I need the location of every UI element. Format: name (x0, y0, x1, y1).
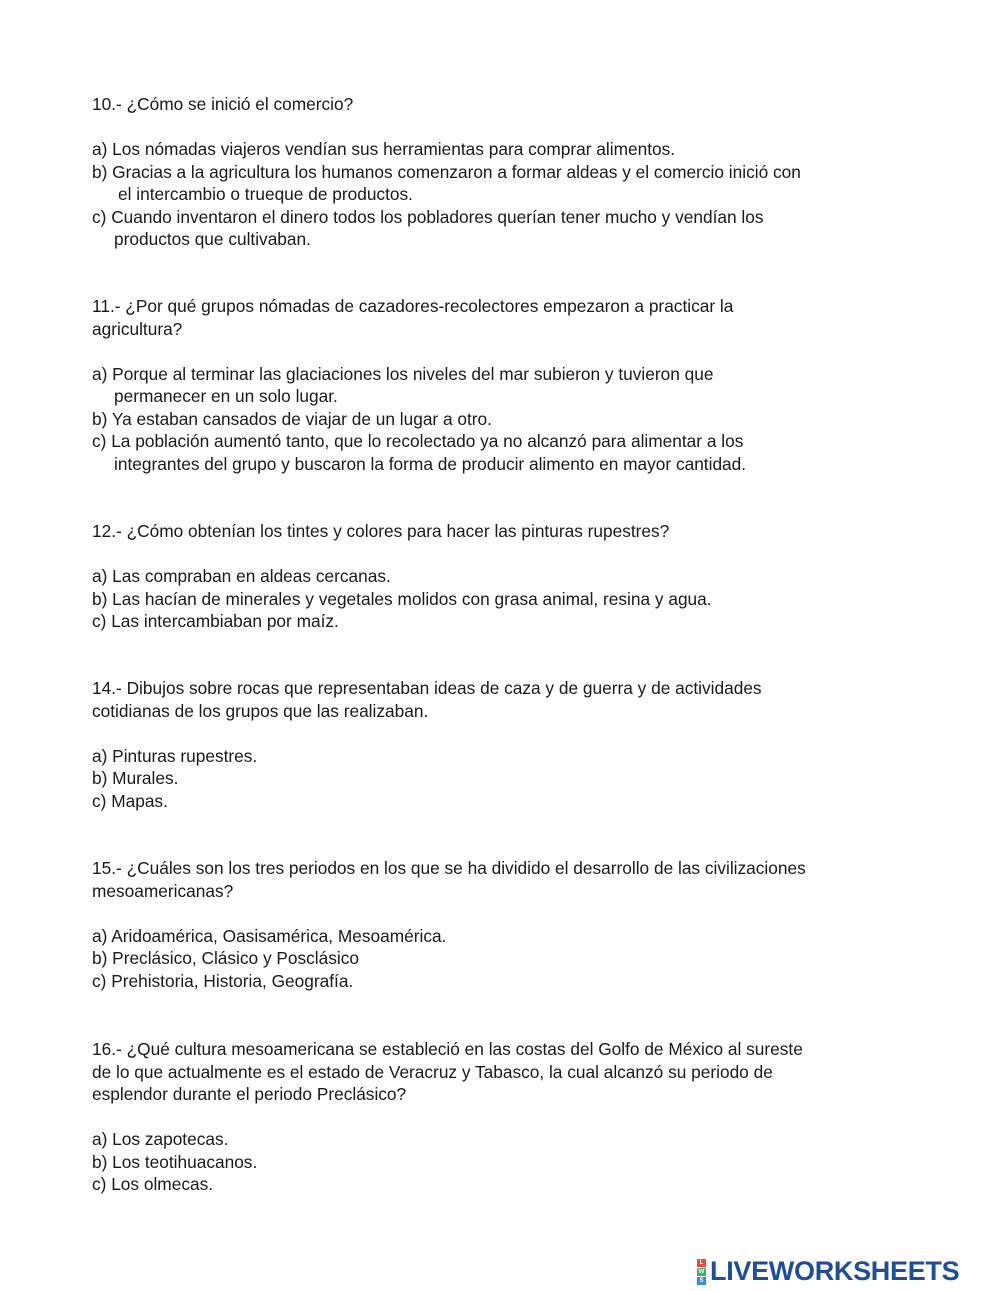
question-stem (92, 677, 762, 722)
answer-line: el intercambio o trueque de productos. (118, 184, 413, 204)
answer-option-b (92, 947, 806, 970)
question-16 (92, 1038, 803, 1196)
question-15 (92, 857, 806, 992)
answer-line: permanecer en un solo lugar. (114, 386, 338, 406)
answer-list (92, 363, 746, 476)
liveworksheets-logo (697, 1256, 959, 1287)
answer-option-c (92, 206, 801, 251)
answer-list (92, 925, 806, 993)
answer-option-b (92, 408, 746, 431)
answer-line: c) Las intercambiaban por maíz. (92, 611, 339, 631)
answer-line: b) Ya estaban cansados de viajar de un lugar a otro. (92, 408, 492, 429)
stem-line: 14.- Dibujos sobre rocas que representaban ideas de caza y de guerra y de actividades (92, 678, 762, 698)
stem-line: 16.- ¿Qué cultura mesoamericana se estableció en las costas del Golfo de México al sureste (92, 1039, 803, 1059)
answer-option-b (92, 588, 712, 611)
answer-list (92, 565, 712, 633)
answer-option-c (92, 610, 712, 633)
answer-option-a (92, 138, 801, 161)
stem-line: 11.- ¿Por qué grupos nómadas de cazadores-recolectores empezaron a practicar la (92, 296, 734, 316)
answer-line: c) Cuando inventaron el dinero todos los pobladores querían tener mucho y vendían los (92, 206, 764, 227)
stem-line: 15.- ¿Cuáles son los tres periodos en los que se ha dividido el desarrollo de las civilizaciones (92, 858, 806, 878)
answer-line: a) Aridoamérica, Oasisamérica, Mesoamérica. (92, 925, 447, 946)
answer-line: b) Los teotihuacanos. (92, 1151, 258, 1172)
answer-list (92, 138, 801, 251)
answer-option-a (92, 745, 762, 768)
answer-line: a) Pinturas rupestres. (92, 745, 258, 766)
logo-block-w: W (698, 1268, 705, 1275)
answer-line: a) Los nómadas viajeros vendían sus herramientas para comprar alimentos. (92, 139, 676, 159)
stem-line: esplendor durante el periodo Preclásico? (92, 1084, 407, 1104)
answer-option-a (92, 1128, 803, 1151)
brand-name: LIVEWORKSHEETS (710, 1256, 960, 1286)
answer-line: b) Gracias a la agricultura los humanos comenzaron a formar aldeas y el comercio inició con (92, 161, 801, 182)
answer-line: c) Mapas. (92, 790, 168, 811)
answer-line: c) Prehistoria, Historia, Geografía. (92, 970, 354, 991)
answer-line: b) Murales. (92, 768, 179, 788)
answer-option-c (92, 430, 746, 475)
answer-line: a) Las compraban en aldeas cercanas. (92, 566, 391, 586)
answer-line: integrantes del grupo y buscaron la forma de producir alimento en mayor cantidad. (114, 453, 747, 474)
question-stem (92, 520, 712, 543)
logo-block-s: S (697, 1277, 706, 1285)
question-14 (92, 677, 762, 812)
question-stem (92, 295, 746, 340)
answer-option-c (92, 790, 762, 813)
answer-option-b (92, 1151, 803, 1174)
answer-option-c (92, 1173, 803, 1196)
answer-line: productos que cultivaban. (114, 229, 311, 249)
question-10 (92, 93, 801, 251)
question-stem (92, 93, 801, 116)
stem-line: de lo que actualmente es el estado de Veracruz y Tabasco, la cual alcanzó su periodo de (92, 1061, 773, 1082)
answer-option-b (92, 161, 801, 206)
answer-list (92, 1128, 803, 1196)
question-stem (92, 1038, 803, 1106)
question-stem (92, 857, 806, 902)
answer-option-b (92, 767, 762, 790)
stem-line: agricultura? (92, 318, 183, 339)
answer-line: c) Los olmecas. (92, 1174, 214, 1194)
stem-line: mesoamericanas? (92, 880, 234, 901)
stem-line: cotidianas de los grupos que las realizaban. (92, 700, 429, 721)
question-11 (92, 295, 746, 475)
answer-option-a (92, 565, 712, 588)
stem-line: 10.- ¿Cómo se inició el comercio? (92, 94, 354, 114)
logo-block-l: L (697, 1259, 706, 1267)
stem-line: 12.- ¿Cómo obtenían los tintes y colores para hacer las pinturas rupestres? (92, 521, 670, 541)
answer-option-a (92, 925, 806, 948)
answer-option-a (92, 363, 746, 408)
answer-line: c) La población aumentó tanto, que lo recolectado ya no alcanzó para alimentar a los (92, 431, 744, 451)
answer-line: b) Preclásico, Clásico y Posclásico (92, 948, 359, 968)
answer-list (92, 745, 762, 813)
answer-line: b) Las hacían de minerales y vegetales molidos con grasa animal, resina y agua. (92, 588, 712, 609)
logo-blocks-icon (697, 1259, 706, 1285)
answer-option-c (92, 970, 806, 993)
answer-line: a) Porque al terminar las glaciaciones los niveles del mar subieron y tuvieron que (92, 363, 714, 384)
question-12 (92, 520, 712, 633)
answer-line: a) Los zapotecas. (92, 1129, 229, 1149)
